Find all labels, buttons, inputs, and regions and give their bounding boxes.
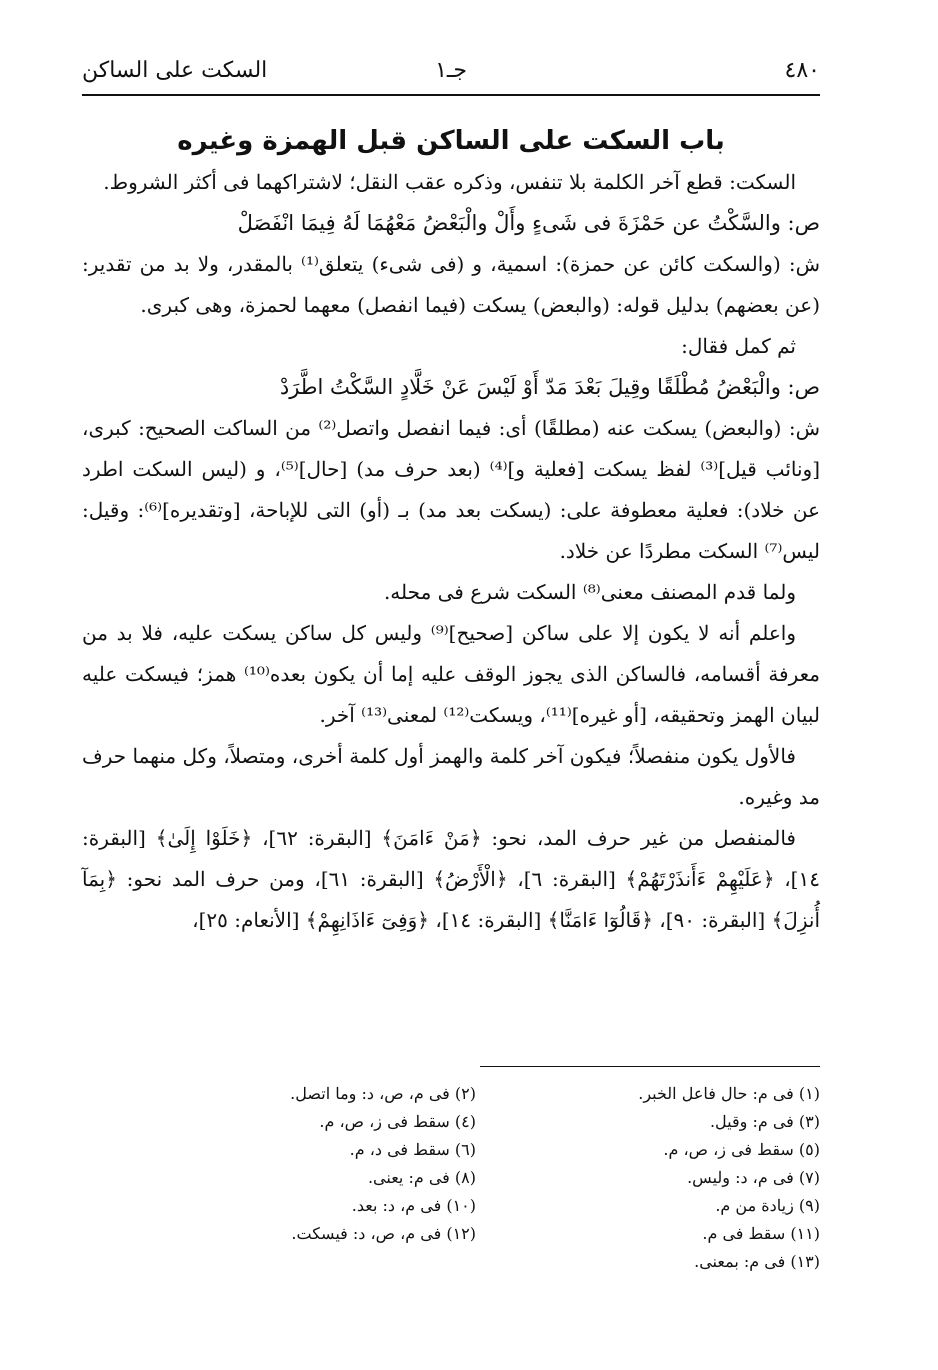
page-number: ٤٨٠ bbox=[784, 58, 820, 83]
footnote-9: (٩) زيادة من م. bbox=[715, 1196, 820, 1215]
page bbox=[82, 0, 820, 1370]
footnote-4: (٤) سقط فى ز، ص، م. bbox=[319, 1112, 476, 1131]
chapter-title: باب السكت على الساكن قبل الهمزة وغيره bbox=[177, 126, 725, 156]
footnote-3: (٣) فى م: وقيل. bbox=[709, 1112, 820, 1131]
main-text bbox=[82, 126, 820, 941]
running-header bbox=[82, 58, 820, 92]
section-title: السكت على الساكن bbox=[82, 58, 268, 83]
header-rule bbox=[82, 94, 820, 96]
volume-label: جـ١ bbox=[435, 58, 467, 83]
footnote-rule bbox=[480, 1066, 820, 1067]
paragraph-transition: ثم كمل فقال: bbox=[681, 334, 796, 358]
verse-line-2: ص: والْبَعْضُ مُطْلَقًا وقِيلَ بَعْدَ مَدّ أَوْ لَيْسَ عَنْ خَلَّادٍ السَّكْتُ اطَّرَدْ bbox=[279, 375, 820, 399]
footnote-5: (٥) سقط فى ز، ص، م. bbox=[663, 1140, 820, 1159]
commentary-1: ش: (والسكت كائن عن حمزة): اسمية، و (فى شىء) يتعلق⁽¹⁾ بالمقدر، ولا بد من تقدير: (عن بعضهم) بدليل قوله: (والبعض) يسكت (فيما انفصل) معهما لحمزة، وهى كبرى. bbox=[82, 252, 820, 317]
footnote-2: (٢) فى م، ص، د: وما اتصل. bbox=[290, 1084, 476, 1103]
footnote-7: (٧) فى م، د: وليس. bbox=[687, 1168, 820, 1187]
footnote-10: (١٠) فى م، د: بعد. bbox=[351, 1196, 476, 1215]
paragraph-definition: السكت: قطع آخر الكلمة بلا تنفس، وذكره عقب النقل؛ لاشتراكهما فى أكثر الشروط. bbox=[103, 170, 796, 194]
footnote-12: (١٢) فى م، ص، د: فيسكت. bbox=[291, 1224, 476, 1243]
verse-line-1: ص: والسَّكْتُ عن حَمْزَةَ فى شَىءٍ وأَلْ والْبَعْضُ مَعْهُمَا لَهُ فِيمَا انْفَصَلْ bbox=[237, 211, 820, 235]
footnote-1: (١) فى م: حال فاعل الخبر. bbox=[638, 1084, 820, 1103]
footnotes bbox=[172, 1080, 820, 1276]
footnote-13: (١٣) فى م: بمعنى. bbox=[694, 1252, 820, 1271]
footnote-8: (٨) فى م: يعنى. bbox=[367, 1168, 476, 1187]
commentary-2: ش: (والبعض) يسكت عنه (مطلقًا) أى: فيما انفصل واتصل⁽²⁾ من الساكت الصحيح: كبرى، [ونائب قيل]⁽³⁾ لفظ يسكت [فعلية و]⁽⁴⁾ (بعد حرف مد) [حال]⁽⁵⁾، و (ليس السكت اطرد عن خلاد): فعلية معطوفة على: (يسكت بعد مد) بـ (أو) التى للإباحة، [وتقديره]⁽⁶⁾: وقيل: ليس⁽⁷⁾ السكت مطردًا عن خلاد. bbox=[82, 416, 821, 563]
paragraph-examples: فالمنفصل من غير حرف المد، نحو: ﴿مَنْ ءَامَنَ﴾ [البقرة: ٦٢]، ﴿خَلَوْا إِلَىٰ﴾ [البقرة: ١٤]، ﴿عَلَيْهِمْ ءَأَنذَرْتَهُمْ﴾ [البقرة: ٦]، ﴿الْأَرْضُ﴾ [البقرة: ٦١]، ومن حرف المد نحو: ﴿بِمَآ أُنزِلَ﴾ [البقرة: ٩٠]، ﴿قَالُوٓا ءَامَنَّا﴾ [البقرة: ١٤]، ﴿وَفِىٓ ءَاذَانِهِمْ﴾ [الأنعام: ٢٥]، bbox=[82, 826, 820, 932]
paragraph-know: واعلم أنه لا يكون إلا على ساكن [صحيح]⁽⁹⁾ وليس كل ساكن يسكت عليه، فلا بد من معرفة أقسامه، فالساكن الذى يجوز الوقف عليه إما أن يكون بعده⁽¹⁰⁾ همز؛ فيسكت عليه لبيان الهمز وتحقيقه، [أو غيره]⁽¹¹⁾، ويسكت⁽¹²⁾ لمعنى⁽¹³⁾ آخر. bbox=[82, 621, 821, 727]
footnote-6: (٦) سقط فى د، م. bbox=[349, 1140, 476, 1159]
footnote-11: (١١) سقط فى م. bbox=[702, 1224, 820, 1243]
paragraph-location: ولما قدم المصنف معنى⁽⁸⁾ السكت شرع فى محله. bbox=[383, 580, 796, 604]
paragraph-first: فالأول يكون منفصلاً؛ فيكون آخر كلمة والهمز أول كلمة أخرى، ومتصلاً، وكل منهما حرف مد وغيره. bbox=[82, 744, 820, 809]
